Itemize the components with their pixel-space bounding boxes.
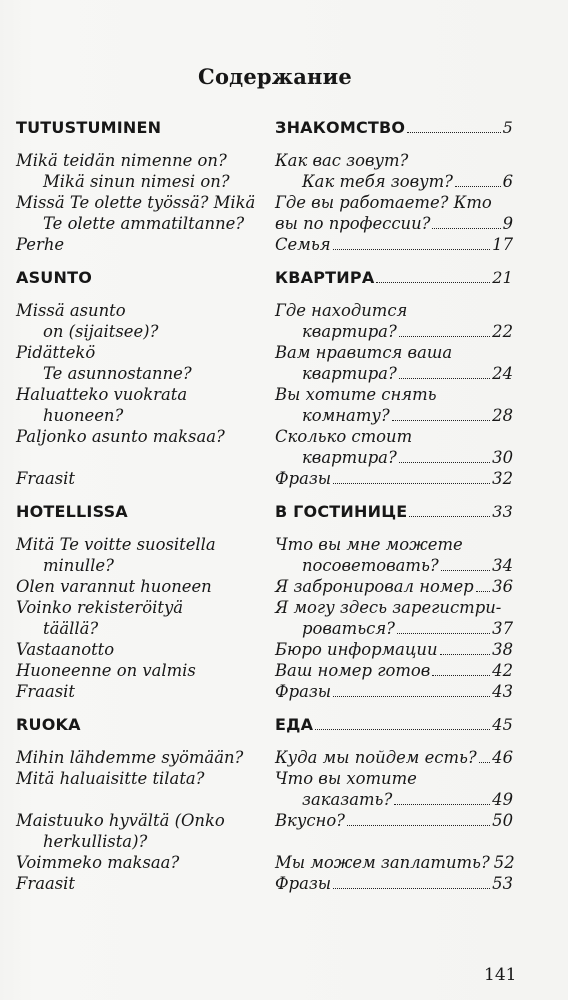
ru-heading-page: 33 <box>492 502 513 521</box>
ru-section-heading <box>275 117 513 138</box>
ru-entry-page: 52 <box>493 853 515 872</box>
ru-toc-entry <box>275 789 513 810</box>
ru-entry-label: Ваш номер готов <box>275 661 431 680</box>
dot-leader <box>399 335 490 337</box>
ru-entry-page: 9 <box>502 214 513 233</box>
ru-entry-page: 34 <box>492 556 513 575</box>
fi-toc-entry: herkullista)? <box>43 832 148 851</box>
dot-leader <box>397 632 490 634</box>
dot-leader <box>399 461 490 463</box>
ru-entry-page: 28 <box>492 406 513 425</box>
fi-toc-entry: on (sijaitsee)? <box>43 322 159 341</box>
ru-toc-entry <box>275 321 513 342</box>
dot-leader <box>392 419 490 421</box>
ru-entry-label: комнату? <box>302 406 390 425</box>
ru-toc-entry: Вам нравится ваша <box>275 343 453 362</box>
ru-heading-label: ЕДА <box>275 715 314 734</box>
dot-leader <box>409 515 490 517</box>
fi-toc-entry: Mitä Te voitte suositella <box>16 535 216 554</box>
ru-entry-page: 50 <box>492 811 513 830</box>
ru-toc-entry <box>275 852 513 873</box>
ru-heading-label: ЗНАКОМСТВО <box>275 118 406 137</box>
ru-toc-entry <box>275 363 513 384</box>
dot-leader <box>333 482 490 484</box>
ru-entry-page: 22 <box>492 322 513 341</box>
fi-toc-entry: Voimmeko maksaa? <box>16 853 180 872</box>
fi-toc-entry: Mitä haluaisitte tilata? <box>16 769 205 788</box>
ru-entry-label: Фразы <box>275 469 332 488</box>
ru-entry-label: квартира? <box>302 364 397 383</box>
fi-toc-entry: minulle? <box>43 556 114 575</box>
fi-section-heading: TUTUSTUMINEN <box>16 118 162 137</box>
ru-entry-page: 38 <box>492 640 513 659</box>
ru-toc-entry <box>275 213 513 234</box>
dot-leader <box>333 248 491 250</box>
ru-entry-page: 49 <box>492 790 513 809</box>
ru-section-heading <box>275 714 513 735</box>
fi-toc-entry: Te olette ammatiltanne? <box>43 214 245 233</box>
ru-toc-entry: Сколько стоит <box>275 427 413 446</box>
spacer <box>16 447 266 468</box>
dot-leader <box>376 281 490 283</box>
fi-toc-entry: Vastaanotto <box>16 640 115 659</box>
ru-entry-label: заказать? <box>302 790 393 809</box>
dot-leader <box>315 728 490 730</box>
russian-column <box>275 117 513 906</box>
dot-leader <box>441 569 490 571</box>
spacer <box>16 789 266 810</box>
ru-entry-page: 43 <box>492 682 513 701</box>
ru-section <box>275 117 513 255</box>
ru-heading-label: КВАРТИРА <box>275 268 375 287</box>
dot-leader <box>476 590 491 592</box>
ru-toc-entry <box>275 639 513 660</box>
fi-section-heading: HOTELLISSA <box>16 502 128 521</box>
fi-section-heading: RUOKA <box>16 715 81 734</box>
ru-entry-label: посоветовать? <box>302 556 439 575</box>
dot-leader <box>399 377 490 379</box>
ru-entry-label: Фразы <box>275 874 332 893</box>
ru-entry-page: 46 <box>492 748 513 767</box>
fi-toc-entry: Mihin lähdemme syömään? <box>16 748 244 767</box>
ru-entry-label: Вкусно? <box>275 811 345 830</box>
ru-toc-entry <box>275 576 513 597</box>
ru-toc-entry <box>275 810 513 831</box>
ru-entry-page: 32 <box>492 469 513 488</box>
dot-leader <box>455 185 501 187</box>
fi-toc-entry: Fraasit <box>16 874 75 893</box>
fi-section <box>16 117 266 255</box>
fi-toc-entry: täällä? <box>43 619 99 638</box>
ru-toc-entry <box>275 660 513 681</box>
dot-leader <box>440 653 491 655</box>
fi-toc-entry: Huoneenne on valmis <box>16 661 196 680</box>
dot-leader <box>394 803 490 805</box>
dot-leader <box>432 227 500 229</box>
ru-toc-entry: Где вы работаете? Кто <box>275 193 492 212</box>
fi-toc-entry: Olen varannut huoneen <box>16 577 212 596</box>
fi-section <box>16 501 266 702</box>
finnish-column <box>16 117 266 906</box>
ru-section-heading <box>275 501 513 522</box>
ru-entry-page: 17 <box>492 235 513 254</box>
ru-toc-entry: Вы хотите снять <box>275 385 437 404</box>
fi-toc-entry: huoneen? <box>43 406 124 425</box>
ru-toc-entry <box>275 234 513 255</box>
ru-entry-label: Куда мы пойдем есть? <box>275 748 477 767</box>
fi-toc-entry: Paljonko asunto maksaa? <box>16 427 225 446</box>
ru-entry-page: 42 <box>492 661 513 680</box>
ru-section-heading <box>275 267 513 288</box>
ru-toc-entry: Что вы хотите <box>275 769 417 788</box>
ru-entry-page: 53 <box>492 874 513 893</box>
ru-entry-label: Как тебя зовут? <box>302 172 453 191</box>
ru-entry-label: Я забронировал номер <box>275 577 474 596</box>
ru-entry-label: Бюро информации <box>275 640 438 659</box>
ru-heading-page: 5 <box>502 118 513 137</box>
ru-toc-entry: Как вас зовут? <box>275 151 409 170</box>
ru-entry-label: Семья <box>275 235 331 254</box>
ru-toc-entry <box>275 747 513 768</box>
fi-toc-entry: Haluatteko vuokrata <box>16 385 188 404</box>
ru-toc-entry <box>275 447 513 468</box>
ru-toc-entry <box>275 618 513 639</box>
ru-toc-entry: Что вы мне можете <box>275 535 463 554</box>
ru-heading-label: В ГОСТИНИЦЕ <box>275 502 408 521</box>
ru-toc-entry: Я могу здесь зарегистри- <box>275 598 502 617</box>
ru-toc-entry <box>275 171 513 192</box>
ru-entry-page: 24 <box>492 364 513 383</box>
ru-entry-label: Фразы <box>275 682 332 701</box>
ru-heading-page: 45 <box>492 715 513 734</box>
ru-heading-page: 21 <box>492 268 513 287</box>
page-title: Содержание <box>198 64 352 89</box>
dot-leader <box>432 674 490 676</box>
ru-entry-page: 6 <box>502 172 513 191</box>
ru-section <box>275 501 513 702</box>
fi-toc-entry: Mikä sinun nimesi on? <box>43 172 230 191</box>
ru-entry-page: 30 <box>492 448 513 467</box>
spacer <box>275 831 513 852</box>
fi-toc-entry: Missä asunto <box>16 301 126 320</box>
ru-entry-label: Мы можем заплатить? <box>275 853 490 872</box>
ru-toc-entry: Где находится <box>275 301 408 320</box>
ru-toc-entry <box>275 873 513 894</box>
ru-toc-entry <box>275 681 513 702</box>
ru-toc-entry <box>275 405 513 426</box>
ru-entry-label: квартира? <box>302 448 397 467</box>
fi-toc-entry: Te asunnostanne? <box>43 364 192 383</box>
dot-leader <box>333 695 490 697</box>
fi-toc-entry: Fraasit <box>16 682 75 701</box>
fi-toc-entry: Maistuuko hyvältä (Onko <box>16 811 225 830</box>
page-number: 141 <box>484 965 517 985</box>
dot-leader <box>347 824 490 826</box>
fi-section-heading: ASUNTO <box>16 268 93 287</box>
ru-section <box>275 714 513 894</box>
fi-toc-entry: Fraasit <box>16 469 75 488</box>
ru-toc-entry <box>275 468 513 489</box>
ru-entry-page: 37 <box>492 619 513 638</box>
fi-toc-entry: Mikä teidän nimenne on? <box>16 151 227 170</box>
fi-toc-entry: Missä Te olette työssä? Mikä <box>16 193 256 212</box>
ru-toc-entry <box>275 555 513 576</box>
ru-entry-label: роваться? <box>302 619 395 638</box>
fi-toc-entry: Voinko rekisteröityä <box>16 598 183 617</box>
dot-leader <box>407 131 500 133</box>
ru-section <box>275 267 513 489</box>
fi-section <box>16 714 266 894</box>
fi-toc-entry: Pidättekö <box>16 343 96 362</box>
ru-entry-label: квартира? <box>302 322 397 341</box>
fi-toc-entry: Perhe <box>16 235 65 254</box>
dot-leader <box>479 761 490 763</box>
dot-leader <box>333 887 490 889</box>
ru-entry-label: вы по профессии? <box>275 214 431 233</box>
fi-section <box>16 267 266 489</box>
ru-entry-page: 36 <box>492 577 513 596</box>
